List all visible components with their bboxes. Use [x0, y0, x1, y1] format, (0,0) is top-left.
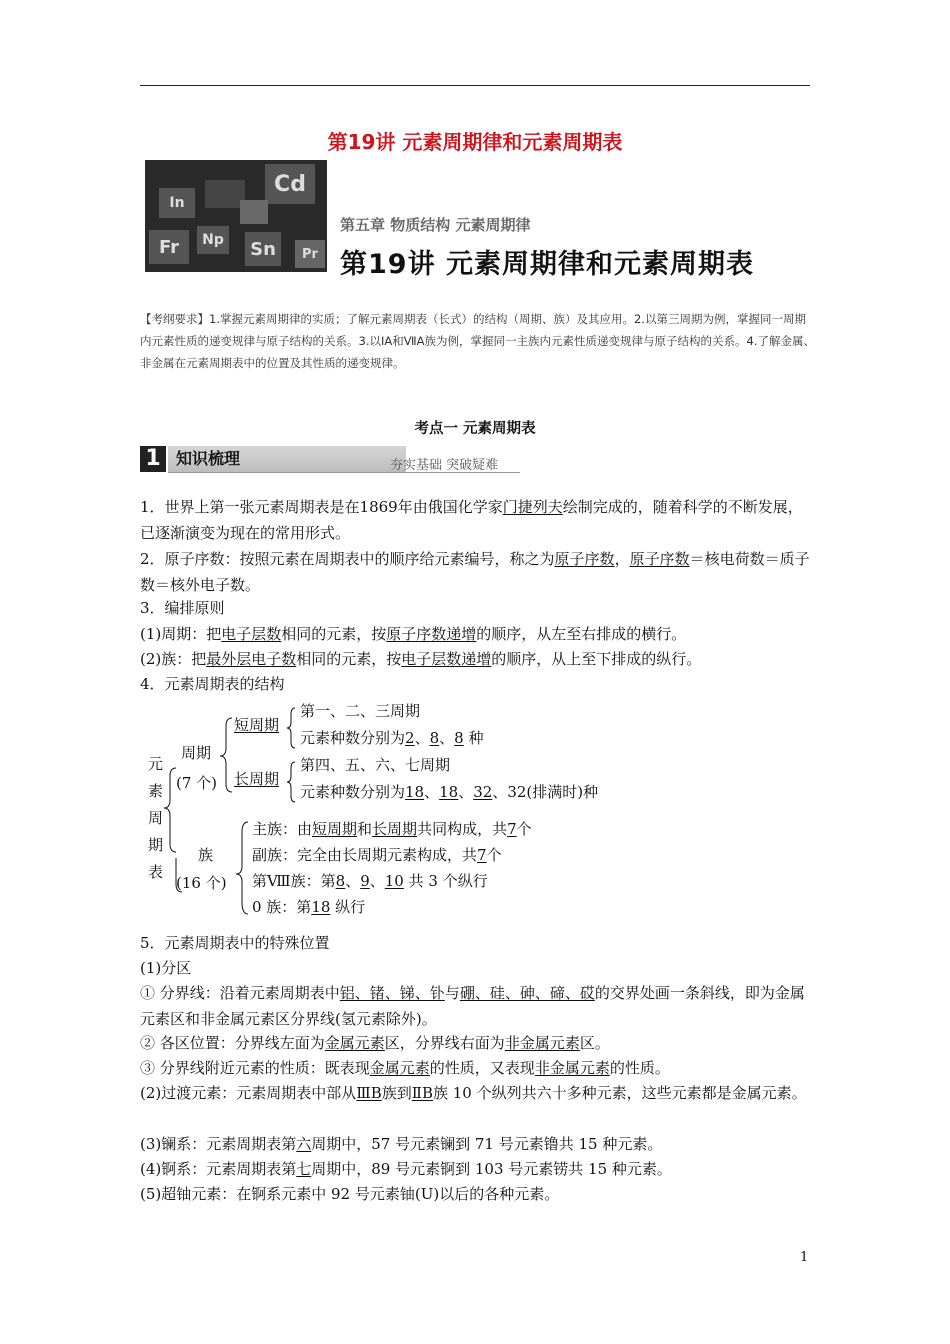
section-label: 知识梳理 [168, 446, 406, 472]
tile: Cd [265, 164, 315, 204]
section-number: 1 [140, 446, 166, 472]
paragraph: 5．元素周期表中的特殊位置 [140, 934, 330, 952]
tree-short-line2: 元素种数分别为2、8、8 种 [300, 729, 484, 747]
tile: Np [197, 226, 229, 254]
tree-long-line2: 元素种数分别为18、18、32、32(排满时)种 [300, 783, 599, 801]
paragraph: 1．世界上第一张元素周期表是在1869年由俄国化学家门捷列夫绘制完成的，随着科学的不断发展，已逐渐演变为现在的常用形式。 [140, 498, 803, 542]
chapter-heading: 第五章 物质结构 元素周期律 [340, 216, 531, 234]
tile: Sn [245, 232, 281, 266]
chapter-banner [145, 160, 785, 280]
element-tiles-image [145, 160, 327, 272]
page-number: 1 [800, 1250, 809, 1265]
tile: Pr [295, 240, 325, 268]
paragraph: ② 各区位置：分界线左面为金属元素区，分界线右面为非金属元素区。 [140, 1034, 610, 1052]
paragraph: (2)族：把最外层电子数相同的元素，按电子层数递增的顺序，从上至下排成的纵行。 [140, 650, 702, 668]
exam-requirements: 【考纲要求】1.掌握元素周期律的实质；了解元素周期表（长式）的结构（周期、族）及其应用。2.以第三周期为例，掌握同一周期内元素性质的递变规律与原子结构的关系。3.以ⅠA和ⅦA族为例，掌握同一主族内元素性质递变规律与原子结构的关系。4.了解金属、非金属在元素周期表中的位置及其性质的递变规律。 [140, 312, 815, 370]
tree-group: 族 [198, 846, 214, 864]
tile: In [159, 188, 195, 218]
knowledge-header [140, 444, 520, 474]
tree-main-group: 主族：由短周期和长周期共同构成，共7个 [252, 820, 532, 838]
periodic-table-structure-tree [140, 696, 700, 921]
tile [205, 180, 245, 208]
section-title: 考点一 元素周期表 [414, 421, 536, 437]
paragraph: (1)周期：把电子层数相同的元素，按原子序数递增的顺序，从左至右排成的横行。 [140, 625, 687, 643]
section-subtitle: 夯实基础 突破疑难 [390, 458, 499, 473]
top-rule [140, 85, 810, 86]
page-title: 第19讲 元素周期律和元素周期表 [327, 130, 623, 154]
tree-long-line1: 第四、五、六、七周期 [300, 756, 451, 774]
paragraph: 2．原子序数：按照元素在周期表中的顺序给元素编号，称之为原子序数，原子序数＝核电荷数＝质子数＝核外电子数。 [140, 550, 810, 594]
tree-group-count: (16 个) [176, 874, 227, 892]
tree-sub-group: 副族：完全由长周期元素构成，共7个 [252, 846, 502, 864]
paragraph: 3．编排原则 [140, 599, 225, 617]
lecture-heading: 第19讲 元素周期律和元素周期表 [340, 249, 754, 280]
divider [168, 472, 520, 473]
paragraph: (5)超铀元素：在锕系元素中 92 号元素铀(U)以后的各种元素。 [140, 1185, 560, 1203]
tree-root: 元 素 周 期 表 [148, 755, 164, 881]
tile [240, 200, 268, 224]
paragraph: ① 分界线：沿着元素周期表中铝、锗、锑、钋与硼、硅、砷、碲、砹的交界处画一条斜线，即为金属元素区和非金属元素区分界线(氢元素除外)。 [140, 984, 805, 1028]
paragraph: ③ 分界线附近元素的性质：既表现金属元素的性质，又表现非金属元素的性质。 [140, 1059, 670, 1077]
paragraph: (2)过渡元素：元素周期表中部从ⅢB族到ⅡB族 10 个纵列共六十多种元素，这些元素都是金属元素。 [140, 1084, 807, 1102]
tree-short-line1: 第一、二、三周期 [300, 702, 421, 720]
tile: Fr [149, 230, 189, 264]
paragraph: 4．元素周期表的结构 [140, 675, 285, 693]
tree-long-period: 长周期 [234, 770, 280, 788]
paragraph: (1)分区 [140, 959, 192, 977]
tree-short-period: 短周期 [234, 716, 280, 734]
tree-zero-group: 0 族：第18 纵行 [252, 898, 366, 916]
tree-viii-group: 第Ⅷ族：第8、9、10 共 3 个纵行 [252, 872, 488, 890]
tree-period: 周期 [181, 744, 212, 762]
tree-period-count: (7 个) [176, 774, 218, 792]
paragraph: (3)镧系：元素周期表第六周期中，57 号元素镧到 71 号元素镥共 15 种元素。 [140, 1135, 663, 1153]
paragraph: (4)锕系：元素周期表第七周期中，89 号元素锕到 103 号元素铹共 15 种元素。 [140, 1160, 672, 1178]
